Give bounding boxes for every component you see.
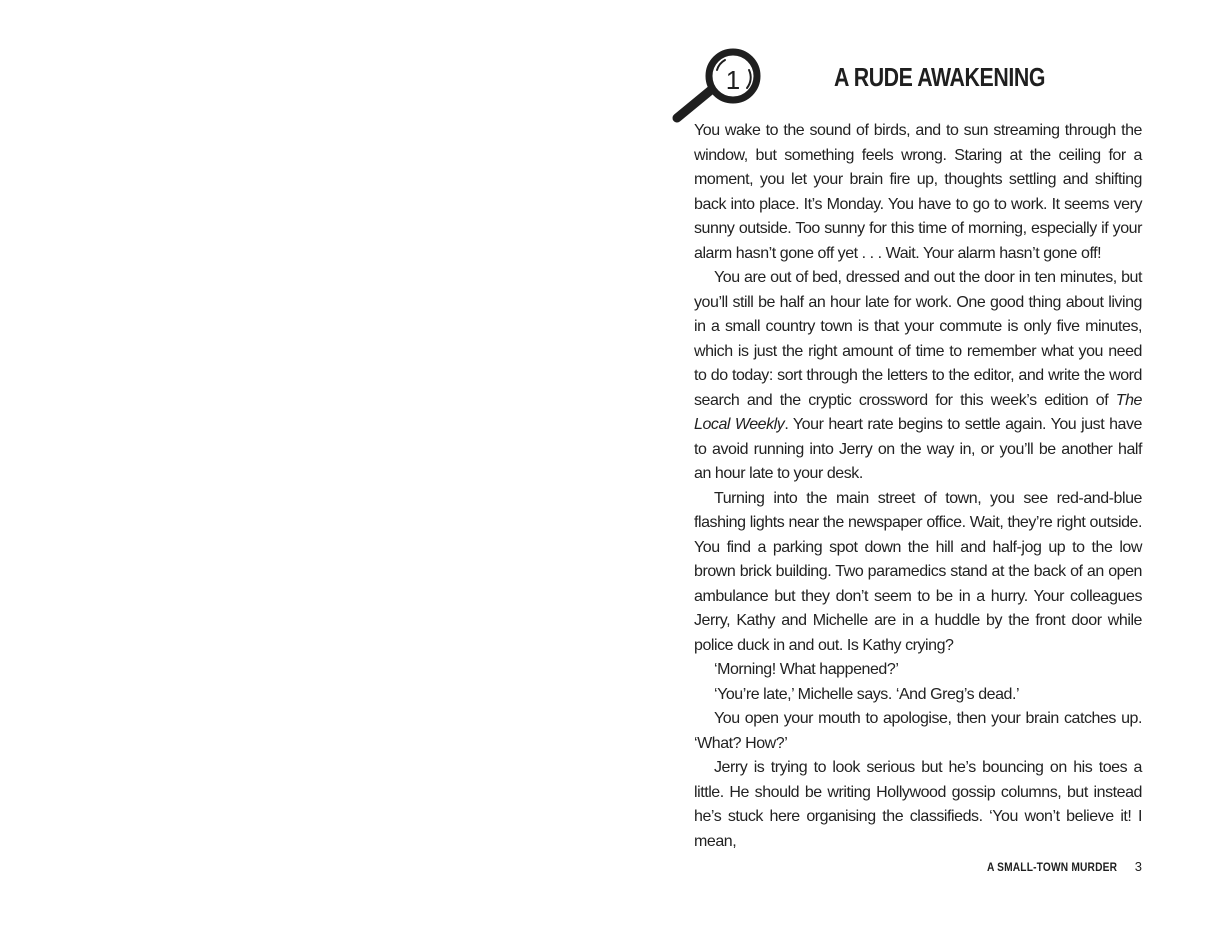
chapter-body: [694, 119, 1142, 854]
paragraph: Turning into the main street of town, you see red-and-blue flashing lights near the newspaper office. Wait, they’re right outside. You find a parking spot down the hill and half-jog up to the low brown brick building. Two paramedics stand at the back of an open ambulance but they don’t seem to be in a hurry. Your colleagues Jerry, Kathy and Michelle are in a huddle by the front door while police duck in and out. Is Kathy crying?: [694, 489, 1142, 654]
chapter-title: A RUDE AWAKENING: [834, 62, 1045, 92]
right-page: [607, 0, 1214, 928]
chapter-header: [667, 44, 1167, 128]
paragraph: You wake to the sound of birds, and to sun streaming through the window, but something feels wrong. Staring at the ceiling for a moment, you let your brain fire up, thoughts settling and shifting back into place. It’s Monday. You have to go to work. It seems very sunny outside. Too sunny for this time of morning, especially if your alarm hasn’t gone off yet . . . Wait. Your alarm hasn’t gone off!: [694, 122, 1142, 262]
paragraph: You open your mouth to apologise, then your brain catches up. ‘What? How?’: [694, 710, 1142, 752]
dialogue-line: ‘You’re late,’ Michelle says. ‘And Greg’s dead.’: [714, 685, 1020, 703]
paragraph-text: . Your heart rate begins to settle again. You just have to avoid running into Jerry on the way in, or you’ll be another half an hour late to your desk.: [694, 416, 1142, 482]
chapter-number: 1: [725, 65, 741, 95]
paragraph: Jerry is trying to look serious but he’s bouncing on his toes a little. He should be writing Hollywood gossip columns, but instead he’s stuck here organising the classifieds. ‘You won’t believe it! I mean,: [694, 759, 1142, 850]
running-title: A SMALL-TOWN MURDER: [986, 860, 1117, 874]
dialogue-line: ‘Morning! What happened?’: [714, 661, 899, 678]
paragraph-text: You are out of bed, dressed and out the door in ten minutes, but you’ll still be half an hour late for work. One good thing about living in a small country town is that your commute is only five minutes, which is just the right amount of time to remember what you need to do today: sort through the letters to the editor, and write the word search and the cryptic crossword for this week’s edition of: [694, 269, 1142, 409]
running-footer: [964, 859, 1142, 874]
paragraph: [694, 266, 1142, 487]
publication-title: The Local Weekly: [694, 391, 1142, 433]
page-number: 3: [1134, 859, 1142, 874]
